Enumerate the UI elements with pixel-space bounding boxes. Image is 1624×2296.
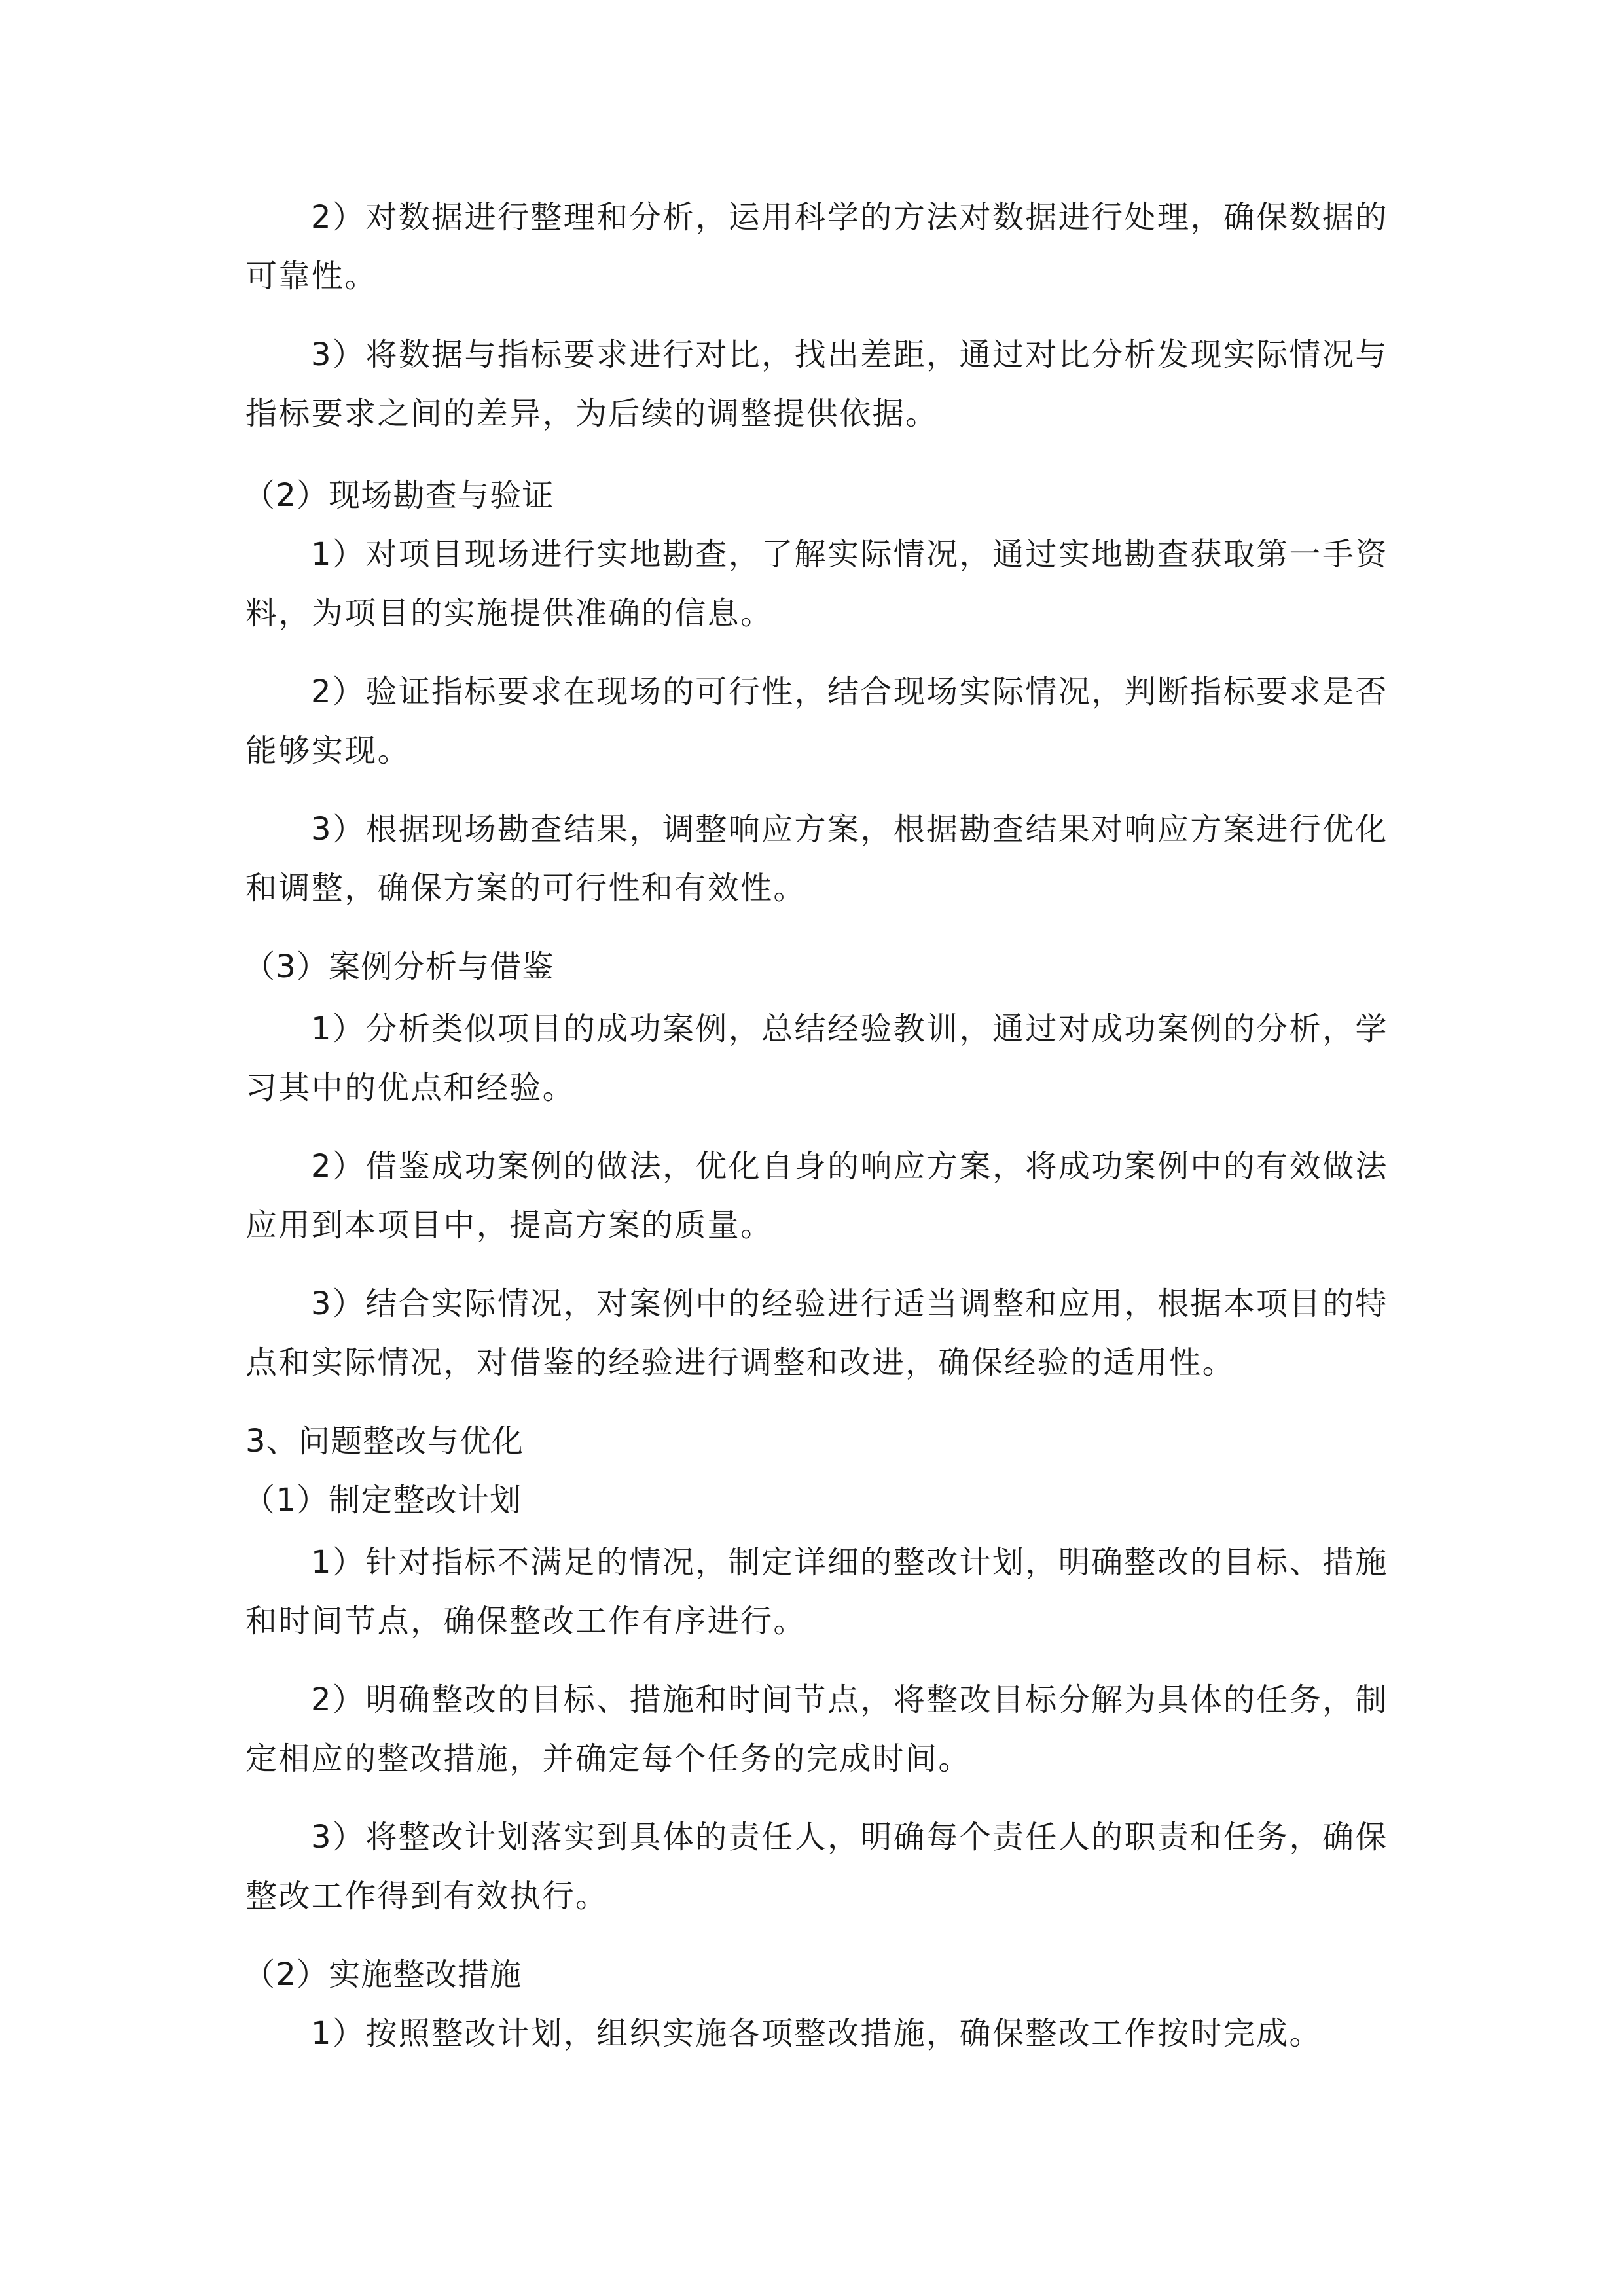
paragraph-line: 应用到本项目中，提高方案的质量。 [245,1207,774,1244]
paragraph-line: 点和实际情况，对借鉴的经验进行调整和改进，确保经验的适用性。 [245,1344,1236,1381]
subsection-heading: （1）制定整改计划 [244,1482,522,1518]
section-heading: 3、问题整改与优化 [245,1423,524,1460]
paragraph-line: 整改工作得到有效执行。 [245,1878,609,1914]
paragraph-line: 2）对数据进行整理和分析，运用科学的方法对数据进行处理，确保数据的 [311,199,1388,236]
paragraph-line: 3）将数据与指标要求进行对比，找出差距，通过对比分析发现实际情况与 [311,336,1388,373]
paragraph-line: 1）对项目现场进行实地勘查，了解实际情况，通过实地勘查获取第一手资 [311,536,1388,573]
paragraph-line: 3）根据现场勘查结果，调整响应方案，根据勘查结果对响应方案进行优化 [311,811,1388,848]
paragraph-line: 1）针对指标不满足的情况，制定详细的整改计划，明确整改的目标、措施 [311,1544,1388,1581]
paragraph-line: 3）结合实际情况，对案例中的经验进行适当调整和应用，根据本项目的特 [311,1285,1388,1322]
subsection-heading: （3）案例分析与借鉴 [244,948,554,985]
paragraph-line: 定相应的整改措施，并确定每个任务的完成时间。 [245,1740,971,1777]
paragraph-line: 1）按照整改计划，组织实施各项整改措施，确保整改工作按时完成。 [311,2015,1322,2052]
paragraph-line: 和时间节点，确保整改工作有序进行。 [245,1603,806,1640]
paragraph-line: 指标要求之间的差异，为后续的调整提供依据。 [245,395,939,432]
paragraph-line: 料，为项目的实施提供准确的信息。 [245,595,774,632]
paragraph-line: 3）将整改计划落实到具体的责任人，明确每个责任人的职责和任务，确保 [311,1819,1388,1856]
subsection-heading: （2）现场勘查与验证 [244,477,554,514]
paragraph-line: 习其中的优点和经验。 [245,1069,576,1106]
paragraph-line: 2）明确整改的目标、措施和时间节点，将整改目标分解为具体的任务，制 [311,1681,1388,1718]
paragraph-line: 和调整，确保方案的可行性和有效性。 [245,870,806,906]
paragraph-line: 能够实现。 [245,732,411,769]
paragraph-line: 2）验证指标要求在现场的可行性，结合现场实际情况，判断指标要求是否 [311,673,1388,710]
paragraph-line: 1）分析类似项目的成功案例，总结经验教训，通过对成功案例的分析，学 [311,1011,1388,1047]
paragraph-line: 可靠性。 [245,258,378,295]
paragraph-line: 2）借鉴成功案例的做法，优化自身的响应方案，将成功案例中的有效做法 [311,1148,1388,1185]
subsection-heading: （2）实施整改措施 [244,1956,522,1993]
